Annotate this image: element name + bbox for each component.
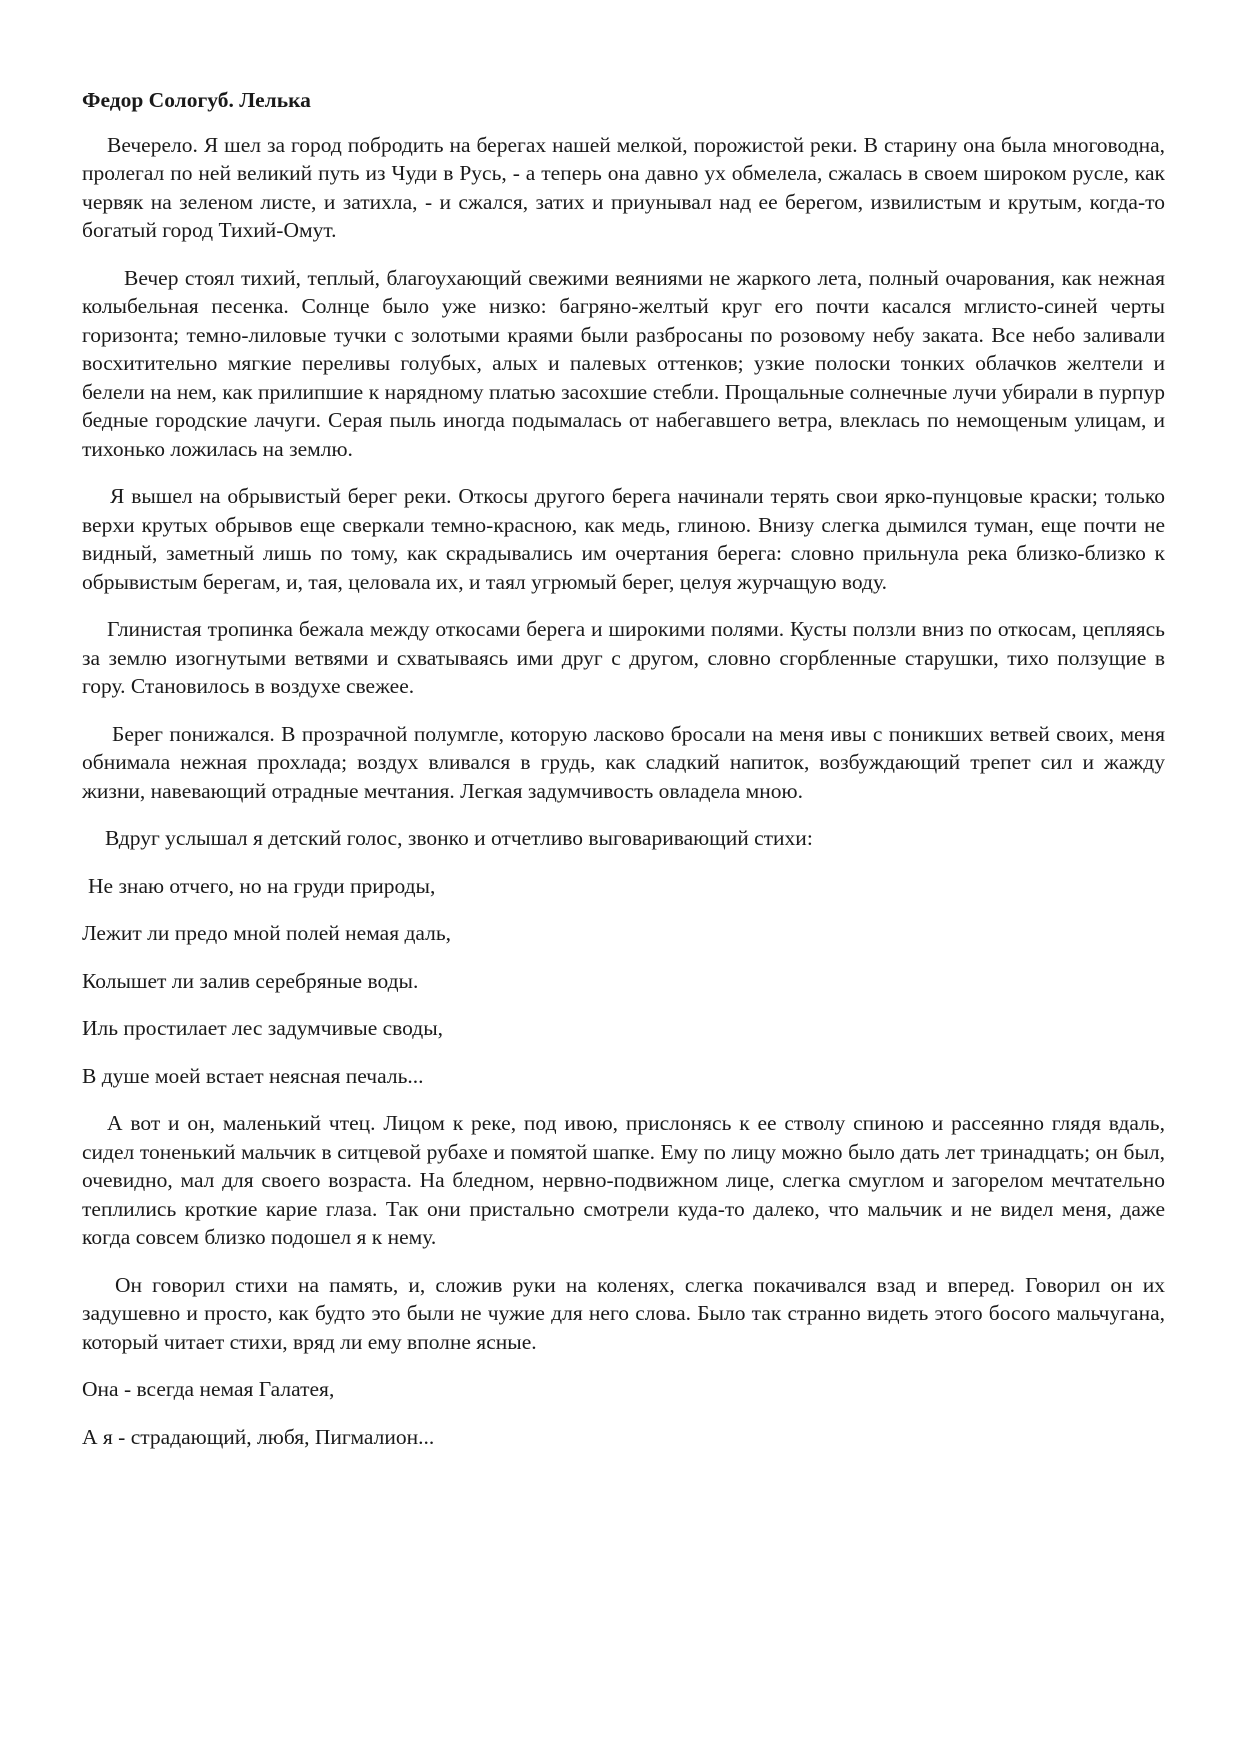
paragraph-6: Вдруг услышал я детский голос, звонко и отчетливо выговаривающий стихи: bbox=[105, 826, 813, 850]
verse-line-2: Лежит ли предо мной полей немая даль, bbox=[82, 921, 452, 945]
document-page bbox=[82, 86, 1165, 1470]
verse-line-5: В душе моей встает неясная печаль... bbox=[82, 1063, 424, 1088]
paragraph-2: Вечер стоял тихий, теплый, благоухающий свежими веяниями не жаркого лета, полный очарования, как нежная колыбельная песенка. Солнце было уже низко: багряно-желтый круг его почти касался мглисто-синей черты горизонта; темно-лиловые тучки с золотыми краями были разбросаны по розовому небу заката. Все небо заливали восхитительно мягкие переливы голубых, алых и палевых оттенков; узкие полоски тонких облачков желтели и белели на нем, как прилипшие к нарядному платью засохшие стебли. Прощальные солнечные лучи убирали в пурпур бедные городские лачуги. Серая пыль иногда подымалась от набегавшего ветра, влеклась по немощеным улицам, и тихонько ложилась на землю. bbox=[82, 265, 1165, 461]
verse-line-6: Она - всегда немая Галатея, bbox=[82, 1377, 335, 1401]
paragraph-1: Вечерело. Я шел за город побродить на берегах нашей мелкой, порожистой реки. В старину она была многоводна, пролегал по ней великий путь из Чуди в Русь, - а теперь она давно ух обмелела, сжалась в своем широком русле, как червяк на зеленом листе, и затихла, - и сжался, затих и приунывал над ее берегом, извилистым и крутым, когда-то богатый город Тихий-Омут. bbox=[82, 132, 1165, 242]
document-title: Федор Сологуб. Лелька bbox=[82, 88, 311, 112]
verse-line-3: Колышет ли залив серебряные воды. bbox=[82, 968, 419, 993]
paragraph-3: Я вышел на обрывистый берег реки. Откосы другого берега начинали терять свои ярко-пунцовые краски; только верхи крутых обрывов еще сверкали темно-красною, как медь, глиною. Внизу слегка дымился туман, еще почти не видный, заметный лишь по тому, как скрадывались им очертания берега: словно прильнула река близко-близко к обрывистым берегам, и, тая, целовала их, и таял угрюмый берег, целуя журчащую воду. bbox=[82, 484, 1165, 594]
paragraph-7: А вот и он, маленький чтец. Лицом к реке, под ивою, прислонясь к ее стволу спиною и рассеянно глядя вдаль, сидел тоненький мальчик в ситцевой рубахе и помятой шапке. Ему по лицу можно было дать лет тринадцать; он был, очевидно, мал для своего возраста. На бледном, нервно-подвижном лице, слегка смуглом и загорелом мечтательно теплились кроткие карие глаза. Так они пристально смотрели куда-то далеко, что мальчик и не видел меня, даже когда совсем близко подошел я к нему. bbox=[82, 1111, 1165, 1249]
paragraph-5: Берег понижался. В прозрачной полумгле, которую ласково бросали на меня ивы с поникших ветвей своих, меня обнимала нежная прохлада; воздух вливался в грудь, как сладкий напиток, возбуждающий трепет сил и жажду жизни, навевающий отрадные мечтания. Легкая задумчивость овладела мною. bbox=[82, 721, 1165, 803]
verse-line-1: Не знаю отчего, но на груди природы, bbox=[88, 873, 436, 898]
paragraph-4: Глинистая тропинка бежала между откосами берега и широкими полями. Кусты ползли вниз по откосам, цепляясь за землю изогнутыми ветвями и схватываясь ими друг с другом, словно сгорбленные старушки, тихо ползущие в гору. Становилось в воздухе свежее. bbox=[82, 617, 1165, 698]
paragraph-8: Он говорил стихи на память, и, сложив руки на коленях, слегка покачивался взад и вперед. Говорил он их задушевно и просто, как будто это были не чужие для него слова. Было так странно видеть этого босого мальчугана, который читает стихи, вряд ли ему вполне ясные. bbox=[82, 1272, 1165, 1354]
verse-line-4: Иль простилает лес задумчивые своды, bbox=[82, 1016, 444, 1040]
verse-line-7: А я - страдающий, любя, Пигмалион... bbox=[82, 1424, 435, 1449]
